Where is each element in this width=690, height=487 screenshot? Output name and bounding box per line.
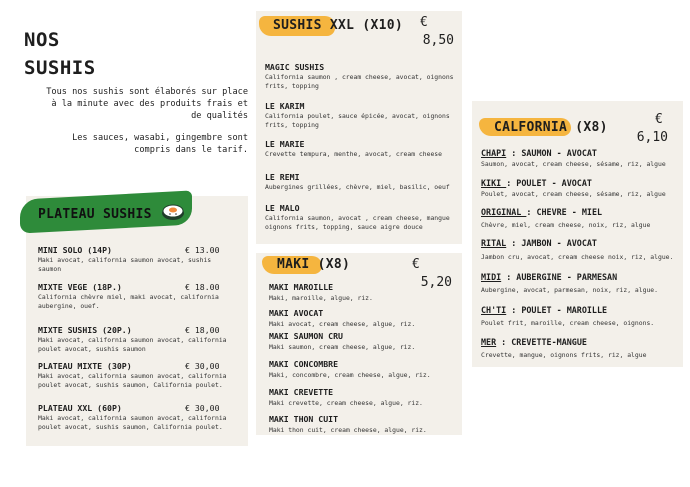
xxl-item-name: LE MALO bbox=[265, 203, 300, 213]
maki-item-desc: Maki saumon, cream cheese, algue, riz. bbox=[269, 343, 416, 351]
california-item-name bbox=[481, 337, 587, 347]
page-title-line2: SUSHIS bbox=[24, 57, 96, 79]
sushi-roll-icon bbox=[160, 201, 186, 221]
california-item-key: RITAL bbox=[481, 238, 507, 248]
california-price bbox=[628, 111, 668, 147]
california-item-rest: : AUBERGINE - PARMESAN bbox=[501, 272, 618, 282]
california-item-rest: : POULET - MAROILLE bbox=[506, 305, 608, 315]
xxl-item-name: LE MARIE bbox=[265, 139, 305, 149]
xxl-item-desc: California poulet, sauce épicée, avocat, oignons frits, topping bbox=[265, 112, 450, 129]
intro-paragraph-1: Tous nos sushis sont élaborés sur place à la minute avec des produits frais et de qualités bbox=[46, 87, 248, 121]
xxl-price-value: 8,50 bbox=[422, 33, 454, 48]
xxl-title: SUSHIS XXL (X10) bbox=[273, 18, 404, 33]
plateau-item-desc: Maki avocat, california saumon avocat, california poulet avocat, sushis saumon, California poulet. bbox=[38, 414, 227, 431]
plateau-item-name: MIXTE SUSHIS (20P.) bbox=[38, 325, 132, 335]
california-item-key: ORIGINAL bbox=[481, 207, 527, 217]
intro-paragraph-2: Les sauces, wasabi, gingembre sont compris dans le tarif. bbox=[72, 133, 248, 155]
plateau-item-name: MIXTE VEGE (18P.) bbox=[38, 282, 122, 292]
plateau-item-price: € 30,00 bbox=[185, 403, 220, 413]
xxl-item-desc: Crevette tempura, menthe, avocat, cream cheese bbox=[265, 150, 442, 158]
maki-item-desc: Maki avocat, cream cheese, algue, riz. bbox=[269, 320, 416, 328]
plateau-item-desc: California chèvre miel, maki avocat, california aubergine, ouef. bbox=[38, 293, 219, 310]
california-item-key: CHAPI bbox=[481, 148, 507, 158]
california-item-name bbox=[481, 272, 617, 282]
maki-currency: € bbox=[412, 257, 420, 272]
maki-item-desc: Maki, maroille, algue, riz. bbox=[269, 294, 373, 302]
maki-item-name: MAKI CREVETTE bbox=[269, 387, 334, 397]
plateau-item-name: MINI SOLO (14P) bbox=[38, 245, 112, 255]
xxl-item-name: LE KARIM bbox=[265, 101, 305, 111]
california-item-name bbox=[481, 305, 607, 315]
plateau-item-price: € 18,00 bbox=[185, 325, 220, 335]
plateau-item-price: € 18.00 bbox=[185, 282, 220, 292]
california-item-desc: Crevette, mangue, oignons frits, riz, algue bbox=[481, 351, 647, 359]
plateau-item-name: PLATEAU MIXTE (30P) bbox=[38, 361, 132, 371]
california-item-key: CH'TI bbox=[481, 305, 507, 315]
maki-item-desc: Maki thon cuit, cream cheese, algue, riz. bbox=[269, 426, 427, 434]
plateau-item-price: € 30,00 bbox=[185, 361, 220, 371]
california-item-rest: : POULET - AVOCAT bbox=[506, 178, 592, 188]
page-title-line1: NOS bbox=[24, 29, 60, 51]
california-item-name bbox=[481, 207, 602, 217]
plateau-item-desc: Maki avocat, california saumon avocat, sushis saumon bbox=[38, 256, 212, 273]
maki-item-name: MAKI MAROILLE bbox=[269, 282, 334, 292]
xxl-item-name: MAGIC SUSHIS bbox=[265, 62, 325, 72]
california-item-desc: Poulet frit, maroille, cream cheese, oignons. bbox=[481, 319, 655, 327]
california-currency: € bbox=[655, 112, 663, 127]
maki-item-name: MAKI CONCOMBRE bbox=[269, 359, 339, 369]
california-item-name bbox=[481, 178, 592, 188]
maki-price-value: 5,20 bbox=[420, 275, 452, 290]
california-item-key: MER bbox=[481, 337, 497, 347]
intro-text bbox=[38, 86, 248, 166]
california-item-key: MIDI bbox=[481, 272, 502, 282]
california-item-rest: : SAUMON - AVOCAT bbox=[506, 148, 597, 158]
california-item-rest: : CREVETTE-MANGUE bbox=[496, 337, 587, 347]
california-price-value: 6,10 bbox=[636, 130, 668, 145]
xxl-price bbox=[420, 14, 454, 50]
california-title: CALFORNIA (X8) bbox=[494, 120, 608, 135]
maki-item-name: MAKI AVOCAT bbox=[269, 308, 324, 318]
maki-item-name: MAKI THON CUIT bbox=[269, 414, 339, 424]
plateau-item-name: PLATEAU XXL (60P) bbox=[38, 403, 122, 413]
maki-item-name: MAKI SAUMON CRU bbox=[269, 331, 343, 341]
maki-title: MAKI (X8) bbox=[277, 257, 351, 272]
plateau-item-desc: Maki avocat, california saumon avocat, california poulet avocat, sushis saumon, California poulet. bbox=[38, 372, 227, 389]
california-item-rest: : JAMBON - AVOCAT bbox=[506, 238, 597, 248]
plateau-item-price: € 13.00 bbox=[185, 245, 220, 255]
california-item-desc: Saumon, avocat, cream cheese, sésame, riz, algue bbox=[481, 160, 666, 168]
california-item-rest: : CHEVRE - MIEL bbox=[526, 207, 603, 217]
xxl-item-desc: California saumon, avocat , cream cheese, mangue oignons frits, topping, sauce aigre douce bbox=[265, 214, 450, 231]
xxl-item-desc: California saumon , cream cheese, avocat, oignons frits, topping bbox=[265, 73, 454, 90]
california-item-desc: Poulet, avocat, cream cheese, sésame, riz, algue bbox=[481, 190, 666, 198]
plateau-item-desc: Maki avocat, california saumon avocat, california poulet avocat, sushis saumon bbox=[38, 336, 227, 353]
maki-item-desc: Maki, concombre, cream cheese, algue, riz. bbox=[269, 371, 431, 379]
xxl-currency: € bbox=[420, 15, 428, 30]
maki-item-desc: Maki crevette, cream cheese, algue, riz. bbox=[269, 399, 423, 407]
california-item-name bbox=[481, 148, 597, 158]
california-item-key: KIKI bbox=[481, 178, 507, 188]
xxl-item-desc: Aubergines grillées, chèvre, miel, basilic, oeuf bbox=[265, 183, 450, 191]
xxl-item-name: LE REMI bbox=[265, 172, 300, 182]
page-title bbox=[24, 26, 96, 82]
plateau-title: PLATEAU SUSHIS bbox=[38, 207, 152, 222]
california-item-desc: Jambon cru, avocat, cream cheese noix, riz, algue. bbox=[481, 253, 674, 261]
california-item-desc: Chèvre, miel, cream cheese, noix, riz, algue bbox=[481, 221, 651, 229]
california-item-name bbox=[481, 238, 597, 248]
maki-price bbox=[412, 256, 452, 292]
california-item-desc: Aubergine, avocat, parmesan, noix, riz, algue. bbox=[481, 286, 658, 294]
